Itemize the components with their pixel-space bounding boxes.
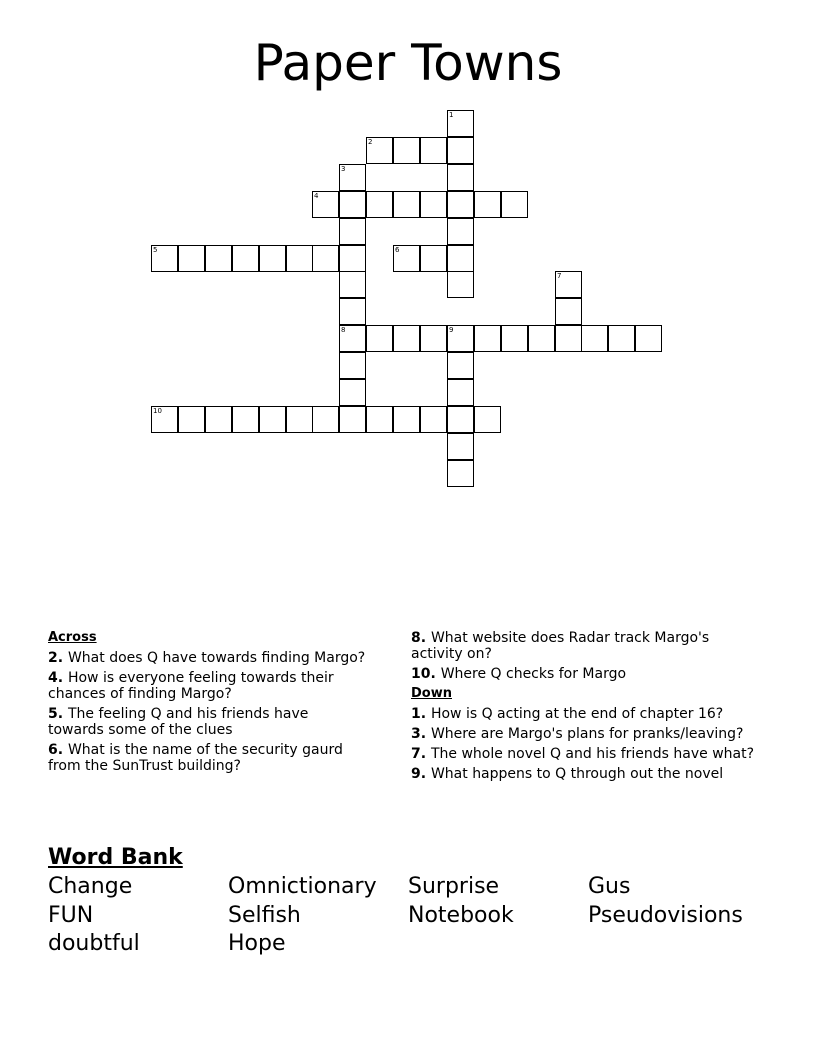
crossword-cell[interactable] <box>259 245 286 272</box>
clue-number: 2 <box>48 650 58 666</box>
across-clue: 6. What is the name of the security gaurd from the SunTrust building? <box>48 742 343 774</box>
crossword-cell[interactable] <box>259 406 286 433</box>
cell-number: 4 <box>314 192 319 200</box>
across-clue: 4. How is everyone feeling towards their chances of finding Margo? <box>48 670 334 702</box>
crossword-cell[interactable] <box>501 325 528 352</box>
crossword-cell[interactable] <box>581 325 608 352</box>
cell-number: 6 <box>395 246 400 254</box>
crossword-cell[interactable] <box>447 110 474 137</box>
cell-number: 9 <box>449 326 454 334</box>
clue-number: 1 <box>411 706 421 722</box>
crossword-cell[interactable] <box>339 218 366 245</box>
clue-number: 8 <box>411 630 421 646</box>
down-clue: 3. Where are Margo's plans for pranks/leaving? <box>411 726 744 742</box>
crossword-cell[interactable] <box>420 245 447 272</box>
crossword-cell[interactable] <box>339 298 366 325</box>
word-bank-word: Notebook <box>408 902 514 928</box>
word-bank <box>48 843 768 959</box>
word-bank-word: Change <box>48 874 133 899</box>
cell-number: 3 <box>341 165 346 173</box>
crossword-cell[interactable] <box>178 245 205 272</box>
crossword-cell[interactable] <box>232 245 259 272</box>
cell-number: 10 <box>153 407 162 415</box>
cell-number: 5 <box>153 246 158 254</box>
word-bank-word: doubtful <box>48 931 140 956</box>
crossword-cell[interactable] <box>393 406 420 433</box>
crossword-cell[interactable] <box>339 271 366 298</box>
crossword-cell[interactable] <box>151 245 178 272</box>
across-clue: 8. What website does Radar track Margo's activity on? <box>411 630 710 662</box>
crossword-cell[interactable] <box>339 379 366 406</box>
crossword-cell[interactable] <box>339 352 366 379</box>
crossword-cell[interactable] <box>501 191 528 218</box>
clue-number: 3 <box>411 726 421 742</box>
clue-text: What website does Radar track Margo's activity on? <box>411 630 710 662</box>
crossword-cell[interactable] <box>474 191 501 218</box>
crossword-cell[interactable] <box>339 406 366 433</box>
across-heading: Across <box>48 630 97 645</box>
clue-number: 6 <box>48 742 58 758</box>
crossword-cell[interactable] <box>286 245 313 272</box>
crossword-cell[interactable] <box>447 191 474 218</box>
clues-right-column <box>411 630 761 786</box>
clue-text: The whole novel Q and his friends have what? <box>430 746 755 762</box>
clue-text: The feeling Q and his friends have towards some of the clues <box>48 706 309 738</box>
crossword-cell[interactable] <box>447 379 474 406</box>
crossword-cell[interactable] <box>608 325 635 352</box>
crossword-cell[interactable] <box>447 164 474 191</box>
clue-number: 9 <box>411 766 421 782</box>
crossword-cell[interactable] <box>420 191 447 218</box>
across-clue: 10. Where Q checks for Margo <box>411 666 627 682</box>
cell-number: 2 <box>368 138 373 146</box>
cell-number: 8 <box>341 326 346 334</box>
crossword-cell[interactable] <box>312 191 339 218</box>
page-title: Paper Towns <box>253 34 563 92</box>
crossword-cell[interactable] <box>232 406 259 433</box>
crossword-cell[interactable] <box>366 191 393 218</box>
word-bank-word: Gus <box>588 874 631 899</box>
crossword-cell[interactable] <box>286 406 313 433</box>
crossword-cell[interactable] <box>205 245 232 272</box>
clue-number: 5 <box>48 706 58 722</box>
crossword-cell[interactable] <box>528 325 555 352</box>
word-bank-word: FUN <box>48 902 94 928</box>
down-clue: 7. The whole novel Q and his friends have what? <box>411 746 755 762</box>
crossword-cell[interactable] <box>555 325 582 352</box>
cell-number: 7 <box>557 272 562 280</box>
crossword-grid <box>0 0 816 520</box>
down-clue: 9. What happens to Q through out the novel <box>411 766 724 782</box>
across-clue: 2. What does Q have towards finding Margo? <box>48 650 366 666</box>
clue-number: 10 <box>411 666 431 682</box>
crossword-cell[interactable] <box>635 325 662 352</box>
crossword-cell[interactable] <box>447 271 474 298</box>
across-clue: 5. The feeling Q and his friends have towards some of the clues <box>48 706 309 738</box>
crossword-cell[interactable] <box>447 406 474 433</box>
word-bank-word: Hope <box>228 931 286 956</box>
clue-text: Where are Margo's plans for pranks/leaving? <box>430 726 744 742</box>
crossword-cell[interactable] <box>447 352 474 379</box>
word-bank-word: Surprise <box>408 874 500 899</box>
crossword-cell[interactable] <box>339 164 366 191</box>
crossword-cell[interactable] <box>393 245 420 272</box>
word-bank-word: Selfish <box>228 902 301 928</box>
crossword-cell[interactable] <box>366 137 393 164</box>
crossword-cell[interactable] <box>393 137 420 164</box>
crossword-cell[interactable] <box>339 245 366 272</box>
word-bank-list <box>48 873 768 959</box>
crossword-cell[interactable] <box>178 406 205 433</box>
crossword-cell[interactable] <box>420 406 447 433</box>
crossword-cell[interactable] <box>339 325 366 352</box>
clue-text: What happens to Q through out the novel <box>430 766 724 782</box>
clue-text: What is the name of the security gaurd from the SunTrust building? <box>48 742 343 774</box>
clue-text: What does Q have towards finding Margo? <box>67 650 366 666</box>
crossword-cell[interactable] <box>366 325 393 352</box>
crossword-cell[interactable] <box>555 298 582 325</box>
crossword-cell[interactable] <box>420 325 447 352</box>
down-heading: Down <box>411 686 452 701</box>
clue-text: How is Q acting at the end of chapter 16? <box>430 706 724 722</box>
crossword-cell[interactable] <box>447 325 474 352</box>
crossword-cell[interactable] <box>447 460 474 487</box>
clue-text: How is everyone feeling towards their chances of finding Margo? <box>48 670 334 702</box>
crossword-cell[interactable] <box>447 433 474 460</box>
crossword-cell[interactable] <box>393 325 420 352</box>
crossword-cell[interactable] <box>151 406 178 433</box>
clue-number: 4 <box>48 670 58 686</box>
word-bank-heading: Word Bank <box>48 845 183 870</box>
cell-number: 1 <box>449 111 454 119</box>
clues-left-column <box>48 630 368 778</box>
crossword-cell[interactable] <box>474 325 501 352</box>
crossword-cell[interactable] <box>447 137 474 164</box>
crossword-cell[interactable] <box>447 218 474 245</box>
crossword-cell[interactable] <box>312 406 339 433</box>
word-bank-word: Pseudovisions <box>588 902 743 928</box>
crossword-cell[interactable] <box>205 406 232 433</box>
word-bank-word: Omnictionary <box>228 874 377 899</box>
crossword-cell[interactable] <box>393 191 420 218</box>
crossword-cell[interactable] <box>474 406 501 433</box>
crossword-cell[interactable] <box>339 191 366 218</box>
crossword-cell[interactable] <box>366 406 393 433</box>
clue-text: Where Q checks for Margo <box>440 666 627 682</box>
crossword-cell[interactable] <box>312 245 339 272</box>
crossword-cell[interactable] <box>420 137 447 164</box>
crossword-cell[interactable] <box>555 271 582 298</box>
clue-number: 7 <box>411 746 421 762</box>
down-clue: 1. How is Q acting at the end of chapter 16? <box>411 706 724 722</box>
crossword-cell[interactable] <box>447 245 474 272</box>
